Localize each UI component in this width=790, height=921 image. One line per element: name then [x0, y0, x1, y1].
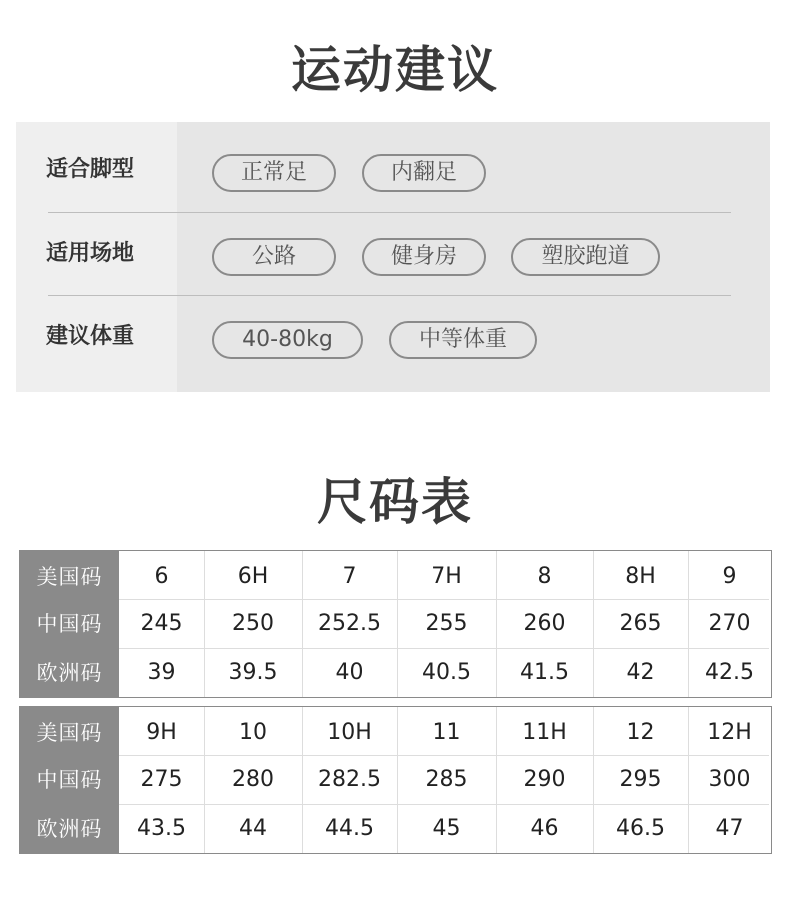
size-cell-cn-size: 252.5 [318, 611, 381, 636]
size-cell-cn-size: 280 [232, 767, 274, 792]
tag-pill: 中等体重 [389, 321, 537, 359]
row-label-cn-size: 中国码 [36, 612, 103, 636]
size-cell-cn-size: 265 [619, 611, 662, 636]
tag-pill: 40-80kg [212, 321, 363, 359]
advice-title: 运动建议 [291, 41, 499, 99]
size-cell-cn-size: 290 [523, 767, 566, 792]
advice-row-venue [16, 212, 770, 296]
size-cell-eu-size: 45 [432, 816, 461, 841]
advice-label: 适用场地 [46, 241, 135, 266]
size-cell-cn-size: 300 [708, 767, 751, 792]
size-cell-eu-size: 39.5 [228, 660, 278, 685]
tag-pill: 内翻足 [362, 154, 486, 192]
size-cell-us-size: 10H [327, 720, 372, 745]
row-label-cn-size: 中国码 [36, 768, 103, 792]
size-table [19, 550, 772, 698]
size-cell-eu-size: 46.5 [616, 816, 665, 841]
size-cell-us-size: 10 [239, 720, 267, 745]
row-label-us-size: 美国码 [36, 721, 103, 745]
size-cell-us-size: 8H [625, 564, 656, 589]
advice-row-weight [16, 295, 770, 379]
size-cell-cn-size: 245 [140, 611, 183, 636]
size-cell-eu-size: 44.5 [325, 816, 374, 841]
size-chart-title: 尺码表 [317, 473, 473, 531]
size-cell-cn-size: 250 [232, 611, 274, 636]
size-cell-cn-size: 282.5 [318, 767, 381, 792]
size-cell-us-size: 11H [522, 720, 567, 745]
size-cell-eu-size: 44 [239, 816, 267, 841]
size-cell-us-size: 6 [154, 564, 169, 589]
size-cell-eu-size: 47 [715, 816, 744, 841]
advice-panel [16, 122, 770, 392]
advice-row-foot-type [16, 128, 770, 212]
size-cell-cn-size: 275 [140, 767, 183, 792]
size-cell-eu-size: 42.5 [705, 660, 754, 685]
size-cell-cn-size: 260 [523, 611, 566, 636]
tag-pill: 公路 [212, 238, 336, 276]
size-cell-us-size: 12 [626, 720, 655, 745]
size-cell-cn-size: 295 [619, 767, 662, 792]
size-cell-us-size: 7 [342, 564, 357, 589]
size-cell-cn-size: 255 [425, 611, 468, 636]
size-cell-cn-size: 285 [425, 767, 468, 792]
size-cell-eu-size: 43.5 [137, 816, 186, 841]
size-cell-us-size: 9H [146, 720, 177, 745]
size-cell-eu-size: 41.5 [520, 660, 569, 685]
size-cell-us-size: 12H [707, 720, 752, 745]
advice-label: 适合脚型 [46, 157, 135, 182]
row-label-eu-size: 欧洲码 [36, 661, 103, 685]
advice-label: 建议体重 [46, 324, 135, 349]
size-cell-us-size: 6H [237, 564, 269, 589]
size-cell-cn-size: 270 [708, 611, 751, 636]
tag-pill: 健身房 [362, 238, 486, 276]
tag-pill: 塑胶跑道 [511, 238, 660, 276]
size-cell-us-size: 8 [537, 564, 552, 589]
size-cell-eu-size: 46 [530, 816, 559, 841]
tag-pill: 正常足 [212, 154, 336, 192]
size-cell-eu-size: 40.5 [422, 660, 471, 685]
size-cell-eu-size: 39 [147, 660, 176, 685]
size-cell-eu-size: 42 [626, 660, 655, 685]
size-cell-us-size: 9 [722, 564, 737, 589]
row-label-eu-size: 欧洲码 [36, 817, 103, 841]
size-cell-us-size: 11 [432, 720, 461, 745]
size-table [19, 706, 772, 854]
size-cell-eu-size: 40 [335, 660, 364, 685]
size-cell-us-size: 7H [431, 564, 462, 589]
row-label-us-size: 美国码 [36, 565, 103, 589]
